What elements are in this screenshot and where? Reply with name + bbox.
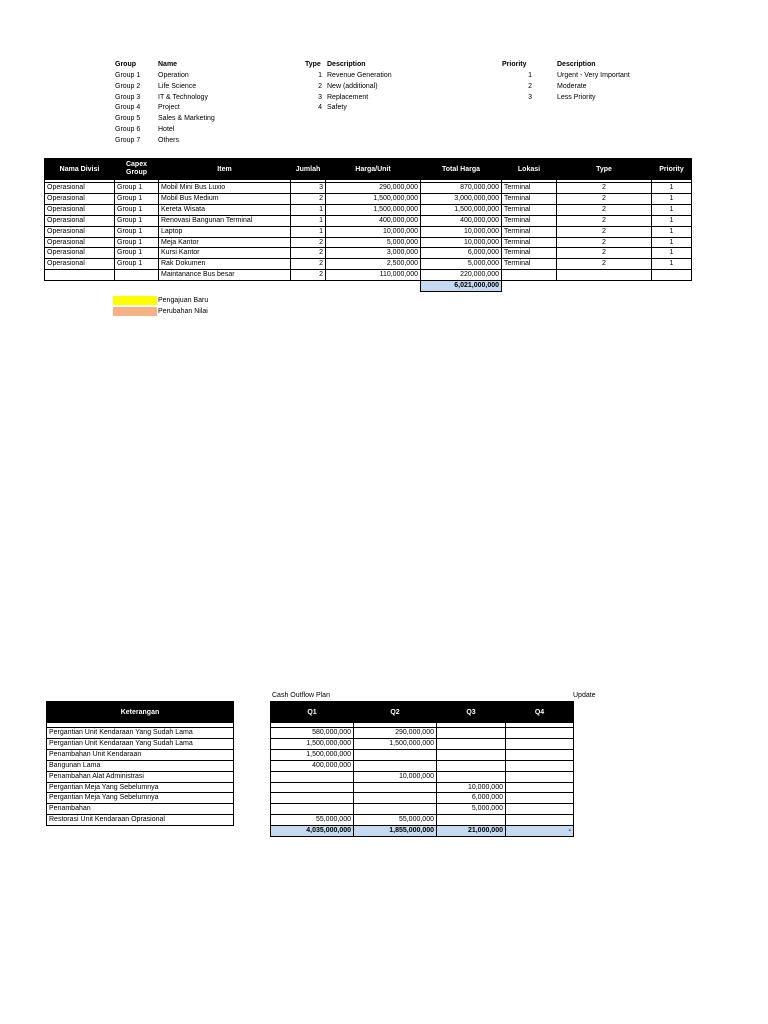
capex-cell-harga: 290,000,000 <box>326 183 421 194</box>
capex-cell-group: Group 1 <box>115 226 159 237</box>
group-lookup-name: Others <box>158 136 180 144</box>
capex-cell-lokasi <box>502 270 557 281</box>
keterangan-cell: Pergantian Unit Kendaraan Yang Sudah Lama <box>47 728 234 739</box>
cash-outflow-row <box>271 749 574 760</box>
capex-cell-item: Renovasi Bangunan Terminal <box>159 215 291 226</box>
capex-total-row <box>45 281 692 292</box>
keterangan-cell: Pergantian Unit Kendaraan Yang Sudah Lama <box>47 738 234 749</box>
cash-outflow-total-row <box>271 826 574 837</box>
priority-lookup-description: Less Priority <box>557 93 596 101</box>
capex-cell-type: 2 <box>557 204 652 215</box>
capex-cell-item: Kursi Kantor <box>159 248 291 259</box>
cash-cell-q3 <box>437 749 506 760</box>
cash-cell-q4 <box>506 815 574 826</box>
capex-cell-group: Group 1 <box>115 204 159 215</box>
cash-cell-q1: 400,000,000 <box>271 760 354 771</box>
type-lookup-type: 3 <box>318 93 322 101</box>
capex-cell-lokasi: Terminal <box>502 215 557 226</box>
capex-cell-divisi: Operasional <box>45 183 115 194</box>
capex-cell-group: Group 1 <box>115 248 159 259</box>
capex-cell-type: 2 <box>557 237 652 248</box>
keterangan-row <box>47 760 234 771</box>
priority-description-header: Description <box>557 61 596 68</box>
cash-cell-q4 <box>506 771 574 782</box>
col-q2: Q2 <box>354 702 437 723</box>
col-q4: Q4 <box>506 702 574 723</box>
capex-row <box>45 215 692 226</box>
capex-cell-priority: 1 <box>652 248 692 259</box>
empty-cell <box>326 281 421 292</box>
capex-cell-lokasi: Terminal <box>502 248 557 259</box>
cash-cell-q2 <box>354 804 437 815</box>
cash-cell-q2 <box>354 793 437 804</box>
capex-row <box>45 248 692 259</box>
capex-cell-harga: 10,000,000 <box>326 226 421 237</box>
capex-cell-harga: 110,000,000 <box>326 270 421 281</box>
group-lookup-group: Group 2 <box>115 82 141 90</box>
empty-cell <box>45 281 115 292</box>
keterangan-row <box>47 771 234 782</box>
capex-cell-priority: 1 <box>652 183 692 194</box>
capex-cell-divisi: Operasional <box>45 248 115 259</box>
keterangan-row <box>47 793 234 804</box>
group-lookup-name: Hotel <box>158 126 175 133</box>
cash-cell-q3 <box>437 738 506 749</box>
capex-cell-total: 10,000,000 <box>421 226 502 237</box>
keterangan-row <box>47 749 234 760</box>
keterangan-cell: Pergantian Meja Yang Sebelumnya <box>47 782 234 793</box>
capex-cell-lokasi: Terminal <box>502 259 557 270</box>
capex-header-row <box>45 159 692 180</box>
cash-cell-q4 <box>506 728 574 739</box>
cash-cell-q4 <box>506 793 574 804</box>
capex-cell-jumlah: 2 <box>291 270 326 281</box>
capex-cell-jumlah: 2 <box>291 248 326 259</box>
col-item: Item <box>159 159 291 180</box>
capex-cell-harga: 2,500,000 <box>326 259 421 270</box>
capex-row <box>45 193 692 204</box>
group-lookup-group: Group 4 <box>115 104 141 112</box>
capex-cell-priority: 1 <box>652 215 692 226</box>
type-description-header: Description <box>327 61 366 68</box>
cash-outflow-row <box>271 804 574 815</box>
capex-cell-jumlah: 1 <box>291 215 326 226</box>
keterangan-header: Keterangan <box>47 702 234 723</box>
capex-cell-item: Mobil Mini Bus Luxio <box>159 183 291 194</box>
capex-cell-total: 6,000,000 <box>421 248 502 259</box>
keterangan-row <box>47 782 234 793</box>
col-nama-divisi: Nama Divisi <box>45 159 115 180</box>
keterangan-cell: Bangunan Lama <box>47 760 234 771</box>
capex-cell-priority: 1 <box>652 204 692 215</box>
cash-cell-q1: 580,000,000 <box>271 728 354 739</box>
col-harga-unit: Harga/Unit <box>326 159 421 180</box>
cash-total-q1: 4,035,000,000 <box>271 826 354 837</box>
capex-cell-total: 5,000,000 <box>421 259 502 270</box>
capex-cell-total: 220,000,000 <box>421 270 502 281</box>
capex-cell-item: Laptop <box>159 226 291 237</box>
cash-cell-q4 <box>506 760 574 771</box>
cash-cell-q2 <box>354 760 437 771</box>
capex-table <box>44 158 692 292</box>
capex-cell-item: Kereta Wisata <box>159 204 291 215</box>
empty-cell <box>291 281 326 292</box>
cash-cell-q1 <box>271 793 354 804</box>
cash-cell-q3: 10,000,000 <box>437 782 506 793</box>
keterangan-row <box>47 738 234 749</box>
cash-cell-q3: 6,000,000 <box>437 793 506 804</box>
capex-grand-total: 6,021,000,000 <box>421 281 502 292</box>
capex-cell-jumlah: 1 <box>291 226 326 237</box>
cash-outflow-row <box>271 782 574 793</box>
empty-cell <box>652 281 692 292</box>
capex-cell-harga: 1,500,000,000 <box>326 204 421 215</box>
cash-cell-q1 <box>271 804 354 815</box>
name-header: Name <box>158 61 178 68</box>
empty-cell <box>115 281 159 292</box>
keterangan-cell: Penambahan Unit Kendaraan <box>47 749 234 760</box>
cash-cell-q2: 1,500,000,000 <box>354 738 437 749</box>
capex-cell-priority: 1 <box>652 259 692 270</box>
cash-cell-q4 <box>506 782 574 793</box>
group-lookup-group: Group 5 <box>115 115 141 123</box>
cash-total-q4: - <box>506 826 574 837</box>
keterangan-cell: Restorasi Unit Kendaraan Oprasional <box>47 815 234 826</box>
group-lookup-group: Group 6 <box>115 126 141 133</box>
capex-cell-group: Group 1 <box>115 183 159 194</box>
cash-outflow-row <box>271 760 574 771</box>
legend-swatch-change <box>113 307 157 316</box>
capex-cell-priority <box>652 270 692 281</box>
capex-cell-total: 1,500,000,000 <box>421 204 502 215</box>
cash-cell-q4 <box>506 804 574 815</box>
capex-cell-lokasi: Terminal <box>502 204 557 215</box>
cash-outflow-row <box>271 728 574 739</box>
capex-cell-divisi <box>45 270 115 281</box>
capex-cell-item: Maintanance Bus besar <box>159 270 291 281</box>
capex-cell-divisi: Operasional <box>45 204 115 215</box>
cash-cell-q1 <box>271 782 354 793</box>
type-lookup-description: Safety <box>327 104 347 112</box>
capex-cell-item: Rak Dokumen <box>159 259 291 270</box>
col-priority: Priority <box>652 159 692 180</box>
capex-cell-divisi: Operasional <box>45 193 115 204</box>
cash-cell-q4 <box>506 749 574 760</box>
capex-cell-jumlah: 2 <box>291 259 326 270</box>
cash-cell-q1: 55,000,000 <box>271 815 354 826</box>
type-lookup-type: 4 <box>318 104 322 112</box>
cash-cell-q1 <box>271 771 354 782</box>
col-lokasi: Lokasi <box>502 159 557 180</box>
capex-cell-type <box>557 270 652 281</box>
capex-row <box>45 270 692 281</box>
capex-cell-divisi: Operasional <box>45 226 115 237</box>
priority-header: Priority <box>502 61 527 68</box>
group-lookup-name: Project <box>158 104 180 112</box>
capex-cell-type: 2 <box>557 259 652 270</box>
col-q1: Q1 <box>271 702 354 723</box>
capex-cell-jumlah: 2 <box>291 237 326 248</box>
group-header: Group <box>115 61 136 68</box>
legend-label-new: Pengajuan Baru <box>158 297 209 304</box>
capex-cell-divisi: Operasional <box>45 259 115 270</box>
keterangan-cell: Penambahan Alat Administrasi <box>47 771 234 782</box>
keterangan-cell: Penambahan <box>47 804 234 815</box>
cash-cell-q3 <box>437 728 506 739</box>
keterangan-row <box>47 804 234 815</box>
capex-cell-harga: 3,000,000 <box>326 248 421 259</box>
cash-cell-q2: 10,000,000 <box>354 771 437 782</box>
capex-cell-group: Group 1 <box>115 193 159 204</box>
legend-swatch-new <box>113 296 157 305</box>
capex-cell-jumlah: 1 <box>291 204 326 215</box>
capex-cell-jumlah: 3 <box>291 183 326 194</box>
cash-cell-q3: 5,000,000 <box>437 804 506 815</box>
capex-cell-lokasi: Terminal <box>502 193 557 204</box>
col-capex-group-line1: Capex <box>125 161 147 168</box>
keterangan-row <box>47 815 234 826</box>
cash-cell-q3 <box>437 815 506 826</box>
cash-total-q2: 1,855,000,000 <box>354 826 437 837</box>
col-jumlah: Jumlah <box>291 159 326 180</box>
group-lookup-name: IT & Technology <box>158 93 208 101</box>
capex-cell-divisi: Operasional <box>45 237 115 248</box>
cash-cell-q2: 55,000,000 <box>354 815 437 826</box>
priority-lookup-description: Urgent - Very Important <box>557 72 630 79</box>
capex-cell-lokasi: Terminal <box>502 183 557 194</box>
group-lookup-group: Group 7 <box>115 136 141 144</box>
keterangan-cell: Pergantian Meja Yang Sebelumnya <box>47 793 234 804</box>
capex-row <box>45 259 692 270</box>
cash-cell-q3 <box>437 771 506 782</box>
capex-cell-type: 2 <box>557 226 652 237</box>
col-capex-group-line2: Group <box>126 169 147 176</box>
type-lookup-description: New (additional) <box>327 82 378 90</box>
capex-cell-item: Mobil Bus Medium <box>159 193 291 204</box>
priority-lookup-priority: 3 <box>528 93 532 101</box>
capex-cell-type: 2 <box>557 183 652 194</box>
capex-row <box>45 226 692 237</box>
cash-cell-q2 <box>354 749 437 760</box>
col-capex-group <box>115 159 159 180</box>
col-q3: Q3 <box>437 702 506 723</box>
priority-lookup-priority: 2 <box>528 82 532 90</box>
capex-cell-type: 2 <box>557 193 652 204</box>
capex-cell-group: Group 1 <box>115 259 159 270</box>
cash-cell-q2 <box>354 782 437 793</box>
keterangan-row <box>47 728 234 739</box>
capex-row <box>45 204 692 215</box>
cash-cell-q4 <box>506 738 574 749</box>
capex-cell-harga: 5,000,000 <box>326 237 421 248</box>
col-total-harga: Total Harga <box>421 159 502 180</box>
capex-cell-group: Group 1 <box>115 237 159 248</box>
legend-label-change: Perubahan Nilai <box>158 308 208 315</box>
empty-cell <box>159 281 291 292</box>
group-lookup-name: Sales & Marketing <box>158 115 215 123</box>
capex-row <box>45 183 692 194</box>
group-lookup-group: Group 3 <box>115 93 141 101</box>
type-lookup-description: Replacement <box>327 93 369 101</box>
capex-cell-priority: 1 <box>652 193 692 204</box>
col-type: Type <box>557 159 652 180</box>
capex-cell-lokasi: Terminal <box>502 237 557 248</box>
group-lookup-name: Operation <box>158 72 189 79</box>
cash-cell-q1: 1,500,000,000 <box>271 749 354 760</box>
cash-cell-q3 <box>437 760 506 771</box>
priority-lookup-description: Moderate <box>557 82 587 90</box>
capex-cell-type: 2 <box>557 248 652 259</box>
type-lookup-type: 1 <box>318 72 322 79</box>
capex-cell-total: 10,000,000 <box>421 237 502 248</box>
capex-cell-jumlah: 2 <box>291 193 326 204</box>
update-label: Update <box>573 692 596 699</box>
cash-cell-q1: 1,500,000,000 <box>271 738 354 749</box>
capex-cell-item: Meja Kantor <box>159 237 291 248</box>
capex-cell-total: 870,000,000 <box>421 183 502 194</box>
capex-cell-lokasi: Terminal <box>502 226 557 237</box>
capex-cell-priority: 1 <box>652 237 692 248</box>
capex-cell-group <box>115 270 159 281</box>
group-lookup-name: Life Science <box>158 82 197 90</box>
cash-outflow-table <box>270 701 574 837</box>
cash-outflow-row <box>271 815 574 826</box>
capex-cell-total: 400,000,000 <box>421 215 502 226</box>
capex-cell-type: 2 <box>557 215 652 226</box>
capex-row <box>45 237 692 248</box>
empty-cell <box>502 281 557 292</box>
capex-cell-harga: 1,500,000,000 <box>326 193 421 204</box>
cash-outflow-row <box>271 793 574 804</box>
cash-outflow-title: Cash Outflow Plan <box>272 692 330 699</box>
cash-total-q3: 21,000,000 <box>437 826 506 837</box>
cash-outflow-row <box>271 738 574 749</box>
keterangan-table <box>46 701 234 826</box>
capex-cell-priority: 1 <box>652 226 692 237</box>
empty-cell <box>557 281 652 292</box>
capex-cell-harga: 400,000,000 <box>326 215 421 226</box>
capex-cell-total: 3,000,000,000 <box>421 193 502 204</box>
group-lookup-group: Group 1 <box>115 72 141 79</box>
capex-cell-group: Group 1 <box>115 215 159 226</box>
cash-cell-q2: 290,000,000 <box>354 728 437 739</box>
priority-lookup-priority: 1 <box>528 72 532 79</box>
quarter-header-row <box>271 702 574 723</box>
type-lookup-description: Revenue Generation <box>327 72 392 79</box>
type-lookup-type: 2 <box>318 82 322 90</box>
type-header: Type <box>305 61 321 68</box>
capex-cell-divisi: Operasional <box>45 215 115 226</box>
cash-outflow-row <box>271 771 574 782</box>
